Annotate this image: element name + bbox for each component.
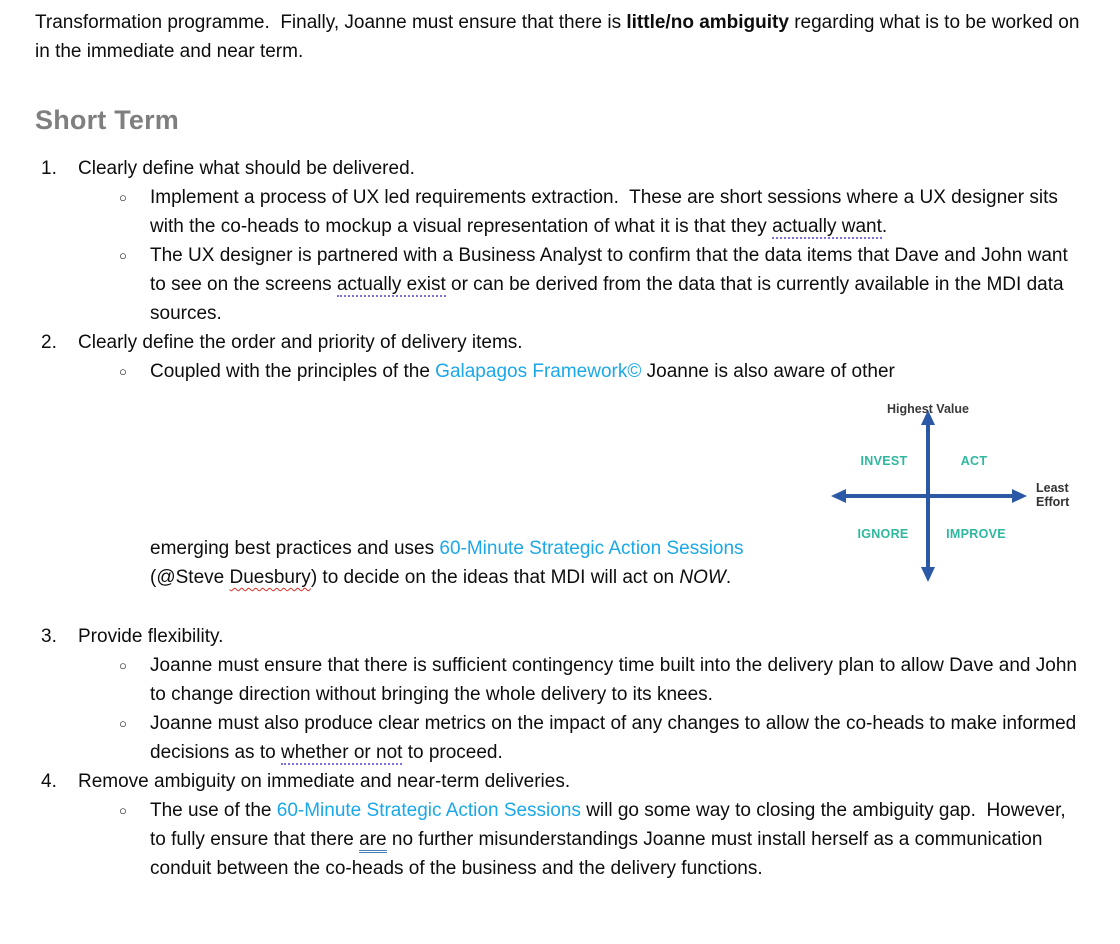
bullet-item bbox=[115, 183, 1080, 241]
circle-bullet-icon: ○ bbox=[119, 658, 127, 673]
item1-sub1-end: . bbox=[881, 216, 888, 237]
intro-bold-text: little/no ambiguity bbox=[626, 12, 789, 33]
grammar-suggestion: actually want bbox=[772, 216, 882, 237]
value-effort-quadrant-diagram bbox=[828, 402, 1080, 590]
bullet-spacer bbox=[115, 534, 150, 592]
item4-sub1-text: The use of the bbox=[150, 800, 277, 821]
item-title bbox=[78, 154, 1080, 183]
item4-title-text: Remove ambiguity on immediate and near-term deliveries. bbox=[78, 771, 571, 792]
item-title bbox=[78, 767, 1080, 796]
bullet-item bbox=[115, 796, 1080, 883]
item1-sub2-end: or can be derived from the data that is currently available in the MDI data sources. bbox=[150, 274, 1069, 324]
item2-cont-text3: ) to decide on the ideas that MDI will act on bbox=[310, 567, 680, 588]
bullet-text bbox=[150, 651, 1083, 709]
bullet-text bbox=[150, 241, 1080, 328]
strategic-action-sessions-highlight: 60-Minute Strategic Action Sessions bbox=[276, 800, 581, 821]
item2-title-text: Clearly define the order and priority of delivery items. bbox=[78, 332, 523, 353]
bullet-text bbox=[150, 357, 1080, 386]
circle-bullet-icon: ○ bbox=[119, 803, 127, 818]
bullet-text bbox=[150, 183, 1080, 241]
galapagos-framework-highlight: Galapagos Framework© bbox=[435, 361, 642, 382]
item2-sub1-end: Joanne is also aware of other bbox=[641, 361, 895, 382]
item-number: 4. bbox=[41, 771, 57, 792]
intro-text: Transformation programme. Finally, Joanne must ensure that there is bbox=[35, 12, 627, 33]
bullet-item bbox=[115, 651, 1083, 709]
axis-label-least: Least bbox=[1036, 481, 1069, 495]
grammar-suggestion: whether or not bbox=[280, 742, 403, 763]
numbered-item-1 bbox=[35, 154, 1080, 183]
item-number: 1. bbox=[41, 158, 57, 179]
bullet-text bbox=[150, 709, 1080, 767]
circle-bullet-icon: ○ bbox=[119, 248, 127, 263]
numbered-item-2 bbox=[35, 328, 1080, 357]
item2-sub1-text: Coupled with the principles of the bbox=[150, 361, 436, 382]
item3-title-text: Provide flexibility. bbox=[78, 626, 224, 647]
bullet-item bbox=[115, 357, 1080, 386]
quadrant-label-invest: INVEST bbox=[860, 454, 908, 468]
numbered-item-3 bbox=[35, 622, 1080, 651]
item4-sub1-end: no further misunderstandings Joanne must install herself as a communication conduit between the co-heads of the business and the delivery functions. bbox=[150, 829, 1048, 879]
item2-cont-text2: (@Steve bbox=[150, 567, 230, 588]
circle-bullet-icon: ○ bbox=[119, 364, 127, 379]
item3-sub2-text: Joanne must also produce clear metrics on the impact of any changes to allow the co-heads to make informed decisions as to bbox=[150, 713, 1082, 763]
spellcheck-flagged-word: Duesbury bbox=[229, 567, 311, 588]
quadrant-label-ignore: IGNORE bbox=[857, 527, 909, 541]
bullet-item bbox=[115, 241, 1080, 328]
item3-sub2-end: to proceed. bbox=[402, 742, 503, 763]
circle-bullet-icon: ○ bbox=[119, 716, 127, 731]
item2-cont-text: emerging best practices and uses bbox=[150, 538, 440, 559]
axis-label-effort: Effort bbox=[1036, 495, 1070, 509]
axis-label-least-effort bbox=[1036, 481, 1069, 509]
circle-bullet-icon: ○ bbox=[119, 190, 127, 205]
quadrant-label-act: ACT bbox=[960, 454, 988, 468]
strategic-action-sessions-highlight: 60-Minute Strategic Action Sessions bbox=[439, 538, 744, 559]
axis-label-highest-value: Highest Value bbox=[887, 402, 969, 416]
item-title bbox=[78, 622, 1080, 651]
intro-paragraph bbox=[35, 8, 1085, 66]
item4-sub1-text2: will go some way to closing the ambiguity gap. However, to fully ensure that there bbox=[150, 800, 1071, 850]
item3-sub1-text: Joanne must ensure that there is sufficient contingency time built into the delivery plan to allow Dave and John to change direction without bringing the whole delivery to its knees. bbox=[150, 655, 1083, 705]
numbered-item-4 bbox=[35, 767, 1080, 796]
quadrant-label-improve: IMPROVE bbox=[946, 527, 1006, 541]
item2-now-emphasis: NOW bbox=[679, 567, 726, 588]
grammar-suggestion: actually exist bbox=[336, 274, 446, 295]
item-number: 3. bbox=[41, 626, 57, 647]
intro-text-end: regarding what is to be worked on in the immediate and near term. bbox=[35, 12, 1085, 62]
item1-sub2-text: The UX designer is partnered with a Business Analyst to confirm that the data items that Dave and John want to see on the screens bbox=[150, 245, 1074, 295]
grammar-double-underline: are bbox=[359, 829, 386, 853]
item2-cont-end: . bbox=[725, 567, 732, 588]
item1-title-text: Clearly define what should be delivered. bbox=[78, 158, 415, 179]
item1-sub1-text: Implement a process of UX led requirements extraction. These are short sessions where a UX designer sits with the co-heads to mockup a visual representation of what it is that they bbox=[150, 187, 1064, 237]
section-heading-short-term: Short Term bbox=[35, 105, 180, 135]
item-title bbox=[78, 328, 1080, 357]
bullet-text bbox=[150, 796, 1080, 883]
item-number: 2. bbox=[41, 332, 57, 353]
bullet-item bbox=[115, 709, 1080, 767]
